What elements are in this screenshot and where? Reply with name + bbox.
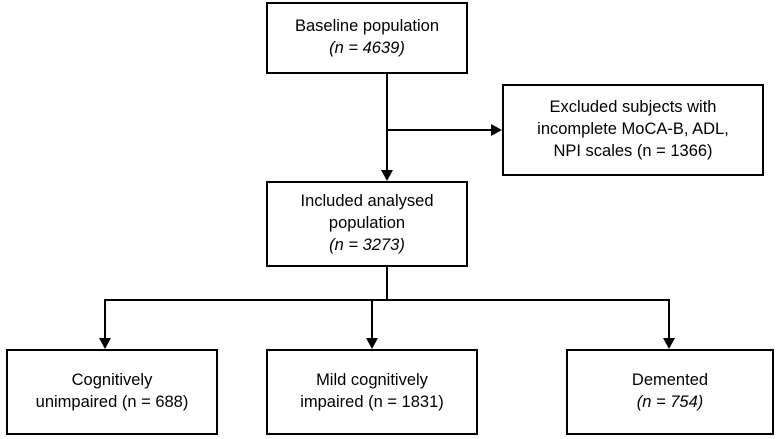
- node-excluded-subjects-line3: NPI scales (n = 1366): [553, 141, 713, 160]
- node-mild-cognitively-impaired-line1: Mild cognitively: [316, 371, 428, 390]
- node-baseline-population-line2: (n = 4639): [329, 39, 405, 57]
- node-cognitively-unimpaired: [6, 349, 218, 435]
- node-mild-cognitively-impaired-text: [274, 370, 470, 414]
- node-excluded-subjects-text: [510, 97, 756, 162]
- node-mild-cognitively-impaired: [266, 349, 478, 435]
- connector-included-to-bus: [386, 267, 388, 301]
- node-included-population: [266, 181, 468, 267]
- arrowhead-to-cognitively-unimpaired: [99, 338, 111, 349]
- node-included-population-text: [274, 191, 460, 256]
- node-included-population-line2: population: [328, 214, 406, 233]
- arrowhead-to-included: [381, 170, 393, 181]
- node-excluded-subjects: [502, 84, 764, 176]
- arrowhead-to-mild-cognitively-impaired: [366, 338, 378, 349]
- node-mild-cognitively-impaired-line2: impaired (n = 1831): [300, 393, 444, 411]
- connector-bus-to-mild-cognitively-impaired: [371, 299, 373, 338]
- node-baseline-population-line1: Baseline population: [294, 17, 440, 36]
- node-included-population-line1: Included analysed: [300, 192, 434, 211]
- connector-bus-to-cognitively-unimpaired: [104, 299, 106, 338]
- node-excluded-subjects-line2: incomplete MoCA-B, ADL,: [537, 120, 729, 139]
- connector-to-excluded: [386, 129, 491, 131]
- node-demented-line2: (n = 754): [636, 393, 704, 411]
- node-demented-line1: Demented: [631, 371, 709, 390]
- node-cognitively-unimpaired-line2: unimpaired (n = 688): [35, 393, 189, 411]
- connector-bus-to-demented: [668, 299, 670, 338]
- connector-baseline-to-included: [386, 74, 388, 170]
- node-demented-text: [574, 370, 766, 414]
- node-baseline-population: [266, 2, 468, 74]
- node-demented: [566, 349, 774, 435]
- connector-split-bus: [104, 299, 670, 301]
- arrowhead-to-demented: [663, 338, 675, 349]
- node-cognitively-unimpaired-text: [14, 370, 210, 414]
- node-included-population-line3: (n = 3273): [329, 235, 405, 254]
- node-baseline-population-text: [274, 16, 460, 60]
- arrowhead-to-excluded: [491, 124, 502, 136]
- node-cognitively-unimpaired-line1: Cognitively: [71, 371, 153, 390]
- node-excluded-subjects-line1: Excluded subjects with: [549, 98, 717, 117]
